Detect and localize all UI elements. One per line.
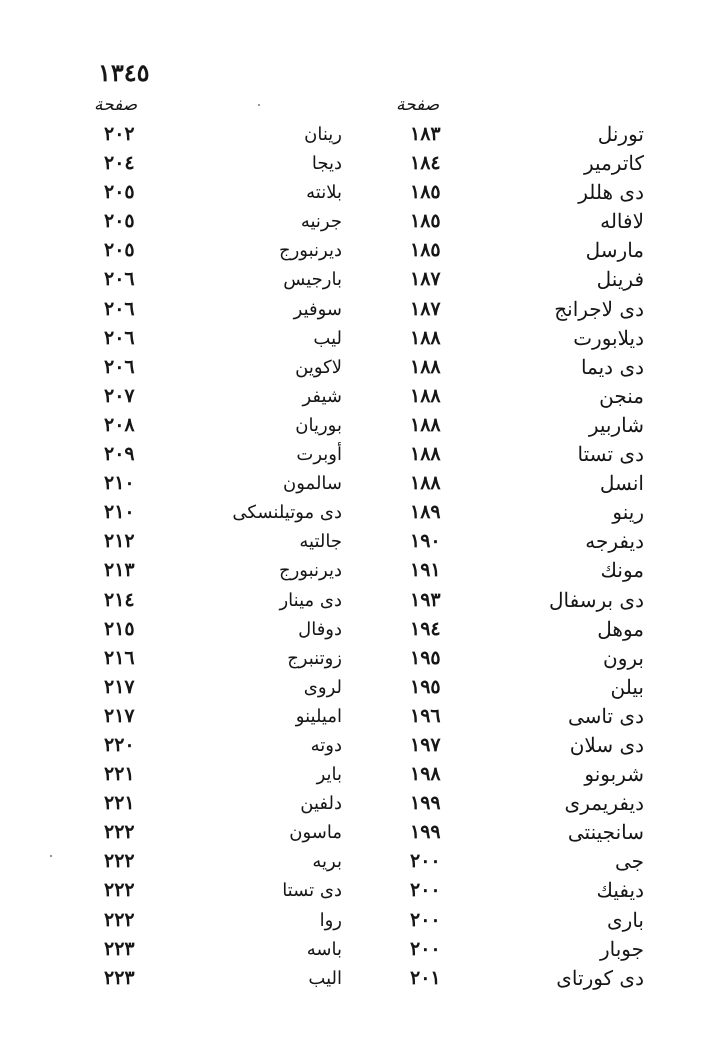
paper-speck xyxy=(258,104,260,106)
left-page: ٢١٧ xyxy=(104,675,135,698)
left-name: بريه xyxy=(312,851,342,873)
index-row xyxy=(0,876,726,905)
right-name: فرينل xyxy=(596,267,644,292)
left-page: ٢٠٦ xyxy=(104,268,135,291)
left-page: ٢١٠ xyxy=(104,501,135,524)
right-name: دى برسفال xyxy=(548,587,644,612)
index-row xyxy=(0,265,726,294)
index-row xyxy=(0,411,726,440)
left-page: ٢١٠ xyxy=(104,472,135,495)
right-name: دى تستا xyxy=(577,442,644,467)
left-page: ٢٢٣ xyxy=(104,966,135,989)
right-name: مونك xyxy=(600,558,644,583)
left-name: اميلينو xyxy=(295,705,342,727)
right-page: ٢٠٠ xyxy=(410,908,441,931)
left-name: اليب xyxy=(308,967,342,989)
left-name: لاكوين xyxy=(295,356,342,378)
left-name: جالتيه xyxy=(299,531,342,553)
index-list xyxy=(0,120,726,993)
right-name: ديفيك xyxy=(596,878,644,903)
left-name: دى تستا xyxy=(282,880,342,902)
right-page: ١٨٥ xyxy=(410,210,441,233)
right-name: دى هللر xyxy=(578,180,644,205)
right-page: ١٩٥ xyxy=(410,646,441,669)
right-name: موهل xyxy=(597,616,644,641)
left-name: رينان xyxy=(304,124,342,145)
left-page: ٢٢٢ xyxy=(104,908,135,931)
left-name: روا xyxy=(319,909,342,931)
right-page: ١٨٨ xyxy=(410,413,441,436)
right-page: ١٩٠ xyxy=(410,530,441,553)
right-page: ١٩٤ xyxy=(410,617,441,640)
right-page: ١٨٥ xyxy=(410,239,441,262)
index-row xyxy=(0,236,726,265)
index-row xyxy=(0,469,726,498)
left-page: ٢٢٢ xyxy=(104,879,135,902)
left-page: ٢٠٦ xyxy=(104,297,135,320)
right-page: ١٨٩ xyxy=(410,501,441,524)
left-name: بلانته xyxy=(306,182,342,204)
right-name: بارى xyxy=(607,907,644,932)
left-page: ٢٠٢ xyxy=(104,123,135,145)
right-name: جى xyxy=(614,849,644,874)
left-page: ٢٠٤ xyxy=(104,152,135,175)
index-row xyxy=(0,120,726,149)
left-name: سالمون xyxy=(283,473,342,495)
right-page: ٢٠١ xyxy=(410,966,441,989)
left-page: ٢١٢ xyxy=(104,530,135,553)
left-page: ٢٠٨ xyxy=(104,413,135,436)
left-name: ديرنبورج xyxy=(278,560,342,582)
index-row xyxy=(0,527,726,556)
right-name: منجن xyxy=(599,383,644,408)
right-page: ١٨٨ xyxy=(410,384,441,407)
right-name: تورنل xyxy=(597,122,644,146)
index-row xyxy=(0,964,726,993)
left-page: ٢١٦ xyxy=(104,646,135,669)
right-name: ديلابورت xyxy=(573,325,644,350)
right-page: ١٨٧ xyxy=(410,297,441,320)
right-name: بيلن xyxy=(610,674,644,699)
right-name: سانجينتى xyxy=(567,820,644,845)
right-name: دى لاجرانج xyxy=(554,296,644,321)
paper-speck xyxy=(50,855,52,857)
left-page: ٢٢٣ xyxy=(104,937,135,960)
index-row xyxy=(0,760,726,789)
right-page: ١٨٨ xyxy=(410,355,441,378)
right-name: دى ديما xyxy=(580,354,644,379)
right-page: ١٩٩ xyxy=(410,821,441,844)
left-name: ماسون xyxy=(289,822,342,844)
left-page: ٢٠٥ xyxy=(104,181,135,204)
left-page: ٢٠٧ xyxy=(104,384,135,407)
index-row xyxy=(0,382,726,411)
left-name: زوتنبرج xyxy=(287,647,342,669)
index-row xyxy=(0,789,726,818)
right-page: ١٩٦ xyxy=(410,704,441,727)
left-name: بوريان xyxy=(295,414,342,436)
left-name: أوبرت xyxy=(296,444,342,466)
right-name: جوبار xyxy=(599,936,644,961)
index-row xyxy=(0,935,726,964)
right-name: شربونو xyxy=(584,762,644,787)
right-name: ديفرجه xyxy=(585,529,644,554)
right-page: ١٨٥ xyxy=(410,181,441,204)
left-name: دى مينار xyxy=(279,589,342,611)
index-row xyxy=(0,847,726,876)
left-name: ليب xyxy=(313,327,342,349)
index-row xyxy=(0,702,726,731)
left-name: ديرنبورج xyxy=(278,240,342,262)
left-page: ٢٢١ xyxy=(104,763,135,786)
index-row xyxy=(0,586,726,615)
column-header-left: صفحة xyxy=(94,95,138,115)
left-page: ٢٢٢ xyxy=(104,850,135,873)
right-name: مارسل xyxy=(585,238,644,263)
index-row xyxy=(0,440,726,469)
index-row xyxy=(0,818,726,847)
right-page: ١٩١ xyxy=(410,559,441,582)
left-name: ديجا xyxy=(311,153,342,175)
right-name: لافاله xyxy=(600,209,644,234)
right-name: دى كورتاى xyxy=(556,965,644,990)
right-name: دى تاسى xyxy=(567,703,644,728)
left-name: دى موتيلنسكى xyxy=(232,502,342,524)
index-row xyxy=(0,207,726,236)
left-page: ٢٠٥ xyxy=(104,210,135,233)
left-name: بارجيس xyxy=(283,269,342,291)
index-row xyxy=(0,644,726,673)
left-page: ٢١٣ xyxy=(104,559,135,582)
left-page: ٢٢٠ xyxy=(104,733,135,756)
right-page: ١٨٣ xyxy=(410,123,441,145)
left-name: باسه xyxy=(306,938,342,960)
left-name: دوفال xyxy=(298,618,342,640)
right-page: ١٨٨ xyxy=(410,326,441,349)
index-row xyxy=(0,178,726,207)
left-page: ٢٠٩ xyxy=(104,443,135,466)
column-header-right: صفحة xyxy=(396,95,440,115)
index-row xyxy=(0,731,726,760)
right-name: ديفريمرى xyxy=(564,791,644,816)
right-page: ١٩٥ xyxy=(410,675,441,698)
left-page: ٢٠٦ xyxy=(104,326,135,349)
left-page: ٢٢١ xyxy=(104,792,135,815)
page-number: ١٣٤٥ xyxy=(98,58,150,87)
left-name: لروى xyxy=(303,676,342,698)
right-name: دى سلان xyxy=(569,732,644,757)
left-name: جرنيه xyxy=(300,211,342,233)
right-page: ٢٠٠ xyxy=(410,850,441,873)
right-page: ١٨٤ xyxy=(410,152,441,175)
left-name: سوفير xyxy=(293,298,342,320)
index-row xyxy=(0,295,726,324)
index-row xyxy=(0,906,726,935)
right-page: ١٨٨ xyxy=(410,443,441,466)
left-name: دلفين xyxy=(300,793,342,815)
right-name: شاربير xyxy=(588,412,644,437)
right-page: ١٨٨ xyxy=(410,472,441,495)
index-row xyxy=(0,556,726,585)
index-row xyxy=(0,615,726,644)
right-page: ٢٠٠ xyxy=(410,937,441,960)
index-row xyxy=(0,673,726,702)
left-name: شيفر xyxy=(302,385,342,407)
left-page: ٢١٤ xyxy=(104,588,135,611)
left-name: باير xyxy=(316,764,342,786)
right-page: ١٨٧ xyxy=(410,268,441,291)
left-page: ٢٢٢ xyxy=(104,821,135,844)
right-page: ١٩٨ xyxy=(410,763,441,786)
left-name: دوته xyxy=(310,734,342,756)
right-name: برون xyxy=(603,645,644,670)
right-page: ١٩٩ xyxy=(410,792,441,815)
index-row xyxy=(0,498,726,527)
right-page: ١٩٣ xyxy=(410,588,441,611)
left-page: ٢٠٦ xyxy=(104,355,135,378)
left-page: ٢١٥ xyxy=(104,617,135,640)
left-page: ٢٠٥ xyxy=(104,239,135,262)
index-row xyxy=(0,149,726,178)
right-page: ١٩٧ xyxy=(410,733,441,756)
right-page: ٢٠٠ xyxy=(410,879,441,902)
index-row xyxy=(0,353,726,382)
right-name: كاترمير xyxy=(584,151,644,176)
right-name: رينو xyxy=(612,500,644,525)
left-page: ٢١٧ xyxy=(104,704,135,727)
index-row xyxy=(0,324,726,353)
right-name: انسل xyxy=(599,471,644,496)
